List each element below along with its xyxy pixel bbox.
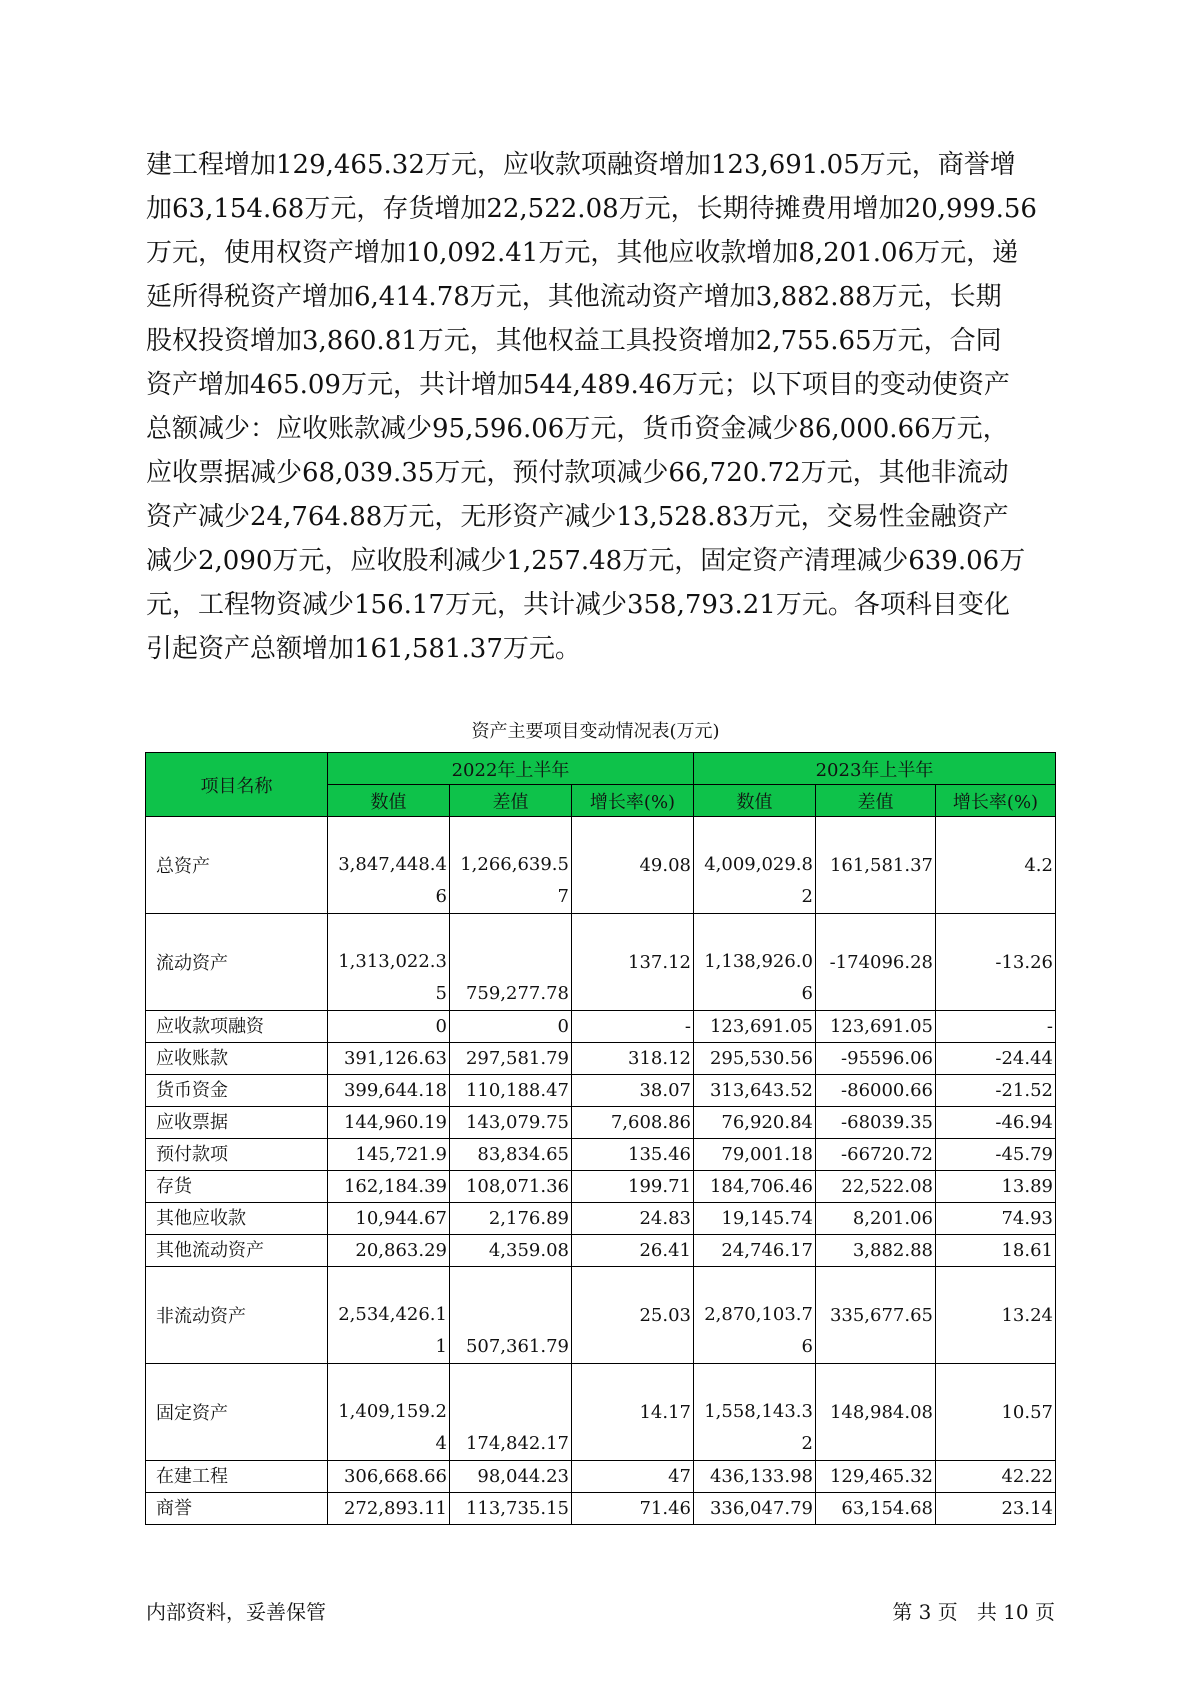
table-row <box>146 1364 1056 1461</box>
table-cell: 3,847,448.46 <box>328 817 450 914</box>
table-row <box>146 817 1056 914</box>
table-cell: 38.07 <box>572 1075 694 1107</box>
table-cell: 1,138,926.06 <box>694 914 816 1011</box>
table-cell: 4,359.08 <box>450 1235 572 1267</box>
table-cell: 7,608.86 <box>572 1107 694 1139</box>
table-cell: 144,960.19 <box>328 1107 450 1139</box>
table-cell: 272,893.11 <box>328 1493 450 1525</box>
paragraph-line: 减少2,090万元，应收股利减少1,257.48万元，固定资产清理减少639.06万 <box>146 546 1026 576</box>
row-item-name: 在建工程 <box>146 1461 328 1493</box>
row-item-name: 总资产 <box>146 817 328 914</box>
paragraph-line: 资产增加465.09万元，共计增加544,489.46万元；以下项目的变动使资产 <box>146 370 1010 400</box>
subheader-growth-2023: 增长率(%) <box>936 785 1056 817</box>
row-item-name: 存货 <box>146 1171 328 1203</box>
paragraph-line: 引起资产总额增加161,581.37万元。 <box>146 634 581 664</box>
row-item-name: 非流动资产 <box>146 1267 328 1364</box>
table-cell: 1,409,159.24 <box>328 1364 450 1461</box>
table-row <box>146 1235 1056 1267</box>
table-cell: 0 <box>450 1011 572 1043</box>
table-cell: 306,668.66 <box>328 1461 450 1493</box>
table-cell: 76,920.84 <box>694 1107 816 1139</box>
table-cell: -21.52 <box>936 1075 1056 1107</box>
table-cell: -68039.35 <box>816 1107 936 1139</box>
table-row <box>146 1267 1056 1364</box>
table-cell: 295,530.56 <box>694 1043 816 1075</box>
table-cell: 108,071.36 <box>450 1171 572 1203</box>
table-cell: -46.94 <box>936 1107 1056 1139</box>
table-cell: 24,746.17 <box>694 1235 816 1267</box>
table-cell: 174,842.17 <box>450 1364 572 1461</box>
table-cell: 20,863.29 <box>328 1235 450 1267</box>
table-cell: 49.08 <box>572 817 694 914</box>
table-cell: 98,044.23 <box>450 1461 572 1493</box>
table-cell: 162,184.39 <box>328 1171 450 1203</box>
table-row <box>146 1011 1056 1043</box>
table-row <box>146 1075 1056 1107</box>
table-row <box>146 1461 1056 1493</box>
table-cell: 83,834.65 <box>450 1139 572 1171</box>
table-cell: 19,145.74 <box>694 1203 816 1235</box>
table-cell: -86000.66 <box>816 1075 936 1107</box>
row-item-name: 应收账款 <box>146 1043 328 1075</box>
table-cell: 391,126.63 <box>328 1043 450 1075</box>
header-period-2023: 2023年上半年 <box>694 753 1056 785</box>
table-cell: 318.12 <box>572 1043 694 1075</box>
subheader-diff-2022: 差值 <box>450 785 572 817</box>
paragraph-line: 加63,154.68万元，存货增加22,522.08万元，长期待摊费用增加20,999.56 <box>146 194 1037 224</box>
table-cell: 0 <box>328 1011 450 1043</box>
table-cell: 18.61 <box>936 1235 1056 1267</box>
table-cell: 24.83 <box>572 1203 694 1235</box>
row-item-name: 流动资产 <box>146 914 328 1011</box>
paragraph-line: 总额减少：应收账款减少95,596.06万元，货币资金减少86,000.66万元， <box>146 414 1009 444</box>
table-row <box>146 1139 1056 1171</box>
header-period-2022: 2022年上半年 <box>328 753 694 785</box>
table-cell: 336,047.79 <box>694 1493 816 1525</box>
table-cell: 1,266,639.57 <box>450 817 572 914</box>
table-cell: 13.89 <box>936 1171 1056 1203</box>
table-cell: -66720.72 <box>816 1139 936 1171</box>
table-cell: 507,361.79 <box>450 1267 572 1364</box>
paragraph-line: 元，工程物资减少156.17万元，共计减少358,793.21万元。各项科目变化 <box>146 590 1010 620</box>
table-cell: 137.12 <box>572 914 694 1011</box>
table-cell: 436,133.98 <box>694 1461 816 1493</box>
table-cell: - <box>572 1011 694 1043</box>
asset-change-table <box>145 752 1056 1525</box>
table-cell: 129,465.32 <box>816 1461 936 1493</box>
table-cell: 3,882.88 <box>816 1235 936 1267</box>
paragraph-line: 应收票据减少68,039.35万元，预付款项减少66,720.72万元，其他非流动 <box>146 458 1009 488</box>
table-cell: 1,558,143.32 <box>694 1364 816 1461</box>
table-cell: -13.26 <box>936 914 1056 1011</box>
table-cell: 335,677.65 <box>816 1267 936 1364</box>
table-row <box>146 914 1056 1011</box>
table-cell: 4,009,029.82 <box>694 817 816 914</box>
table-cell: 161,581.37 <box>816 817 936 914</box>
paragraph-line: 建工程增加129,465.32万元，应收款项融资增加123,691.05万元，商誉增 <box>146 150 1016 180</box>
table-cell: 47 <box>572 1461 694 1493</box>
subheader-diff-2023: 差值 <box>816 785 936 817</box>
table-cell: 123,691.05 <box>816 1011 936 1043</box>
table-row <box>146 1043 1056 1075</box>
table-cell: 71.46 <box>572 1493 694 1525</box>
table-cell: 199.71 <box>572 1171 694 1203</box>
table-cell: 10.57 <box>936 1364 1056 1461</box>
paragraph-line: 延所得税资产增加6,414.78万元，其他流动资产增加3,882.88万元，长期 <box>146 282 1002 312</box>
table-cell: 42.22 <box>936 1461 1056 1493</box>
table-cell: -174096.28 <box>816 914 936 1011</box>
table-cell: 2,176.89 <box>450 1203 572 1235</box>
table-cell: 399,644.18 <box>328 1075 450 1107</box>
table-cell: 26.41 <box>572 1235 694 1267</box>
table-cell: 23.14 <box>936 1493 1056 1525</box>
table-cell: 10,944.67 <box>328 1203 450 1235</box>
table-cell: 25.03 <box>572 1267 694 1364</box>
table-cell: 759,277.78 <box>450 914 572 1011</box>
paragraph-line: 万元，使用权资产增加10,092.41万元，其他应收款增加8,201.06万元，递 <box>146 238 1019 268</box>
table-body <box>146 817 1056 1525</box>
table-cell: 110,188.47 <box>450 1075 572 1107</box>
table-cell: 2,534,426.11 <box>328 1267 450 1364</box>
row-item-name: 预付款项 <box>146 1139 328 1171</box>
table-cell: 145,721.9 <box>328 1139 450 1171</box>
table-cell: -24.44 <box>936 1043 1056 1075</box>
body-paragraph <box>146 143 1046 671</box>
row-item-name: 应收票据 <box>146 1107 328 1139</box>
table-cell: 22,522.08 <box>816 1171 936 1203</box>
subheader-value-2023: 数值 <box>694 785 816 817</box>
row-item-name: 应收款项融资 <box>146 1011 328 1043</box>
table-cell: - <box>936 1011 1056 1043</box>
table-cell: 297,581.79 <box>450 1043 572 1075</box>
table-cell: 113,735.15 <box>450 1493 572 1525</box>
table-cell: 2,870,103.76 <box>694 1267 816 1364</box>
table-cell: 8,201.06 <box>816 1203 936 1235</box>
table-cell: 135.46 <box>572 1139 694 1171</box>
table-cell: 143,079.75 <box>450 1107 572 1139</box>
footer-page-number: 第 3 页 共 10 页 <box>892 1600 1055 1624</box>
table-row <box>146 1203 1056 1235</box>
paragraph-line: 股权投资增加3,860.81万元，其他权益工具投资增加2,755.65万元，合同 <box>146 326 1002 356</box>
table-cell: 14.17 <box>572 1364 694 1461</box>
table-title: 资产主要项目变动情况表(万元) <box>471 721 720 742</box>
row-item-name: 货币资金 <box>146 1075 328 1107</box>
row-item-name: 其他流动资产 <box>146 1235 328 1267</box>
table-row <box>146 1107 1056 1139</box>
row-item-name: 固定资产 <box>146 1364 328 1461</box>
table-cell: 79,001.18 <box>694 1139 816 1171</box>
row-item-name: 其他应收款 <box>146 1203 328 1235</box>
table-row <box>146 1493 1056 1525</box>
subheader-value-2022: 数值 <box>328 785 450 817</box>
table-cell: 74.93 <box>936 1203 1056 1235</box>
subheader-growth-2022: 增长率(%) <box>572 785 694 817</box>
table-cell: 313,643.52 <box>694 1075 816 1107</box>
header-item-name: 项目名称 <box>146 753 328 817</box>
table-row <box>146 1171 1056 1203</box>
table-cell: 148,984.08 <box>816 1364 936 1461</box>
paragraph-line: 资产减少24,764.88万元，无形资产减少13,528.83万元，交易性金融资产 <box>146 502 1009 532</box>
table-cell: -95596.06 <box>816 1043 936 1075</box>
row-item-name: 商誉 <box>146 1493 328 1525</box>
table-cell: -45.79 <box>936 1139 1056 1171</box>
footer-confidential-note: 内部资料，妥善保管 <box>146 1600 326 1624</box>
table-cell: 184,706.46 <box>694 1171 816 1203</box>
table-cell: 4.2 <box>936 817 1056 914</box>
table-cell: 1,313,022.35 <box>328 914 450 1011</box>
table-cell: 63,154.68 <box>816 1493 936 1525</box>
table-cell: 13.24 <box>936 1267 1056 1364</box>
table-cell: 123,691.05 <box>694 1011 816 1043</box>
